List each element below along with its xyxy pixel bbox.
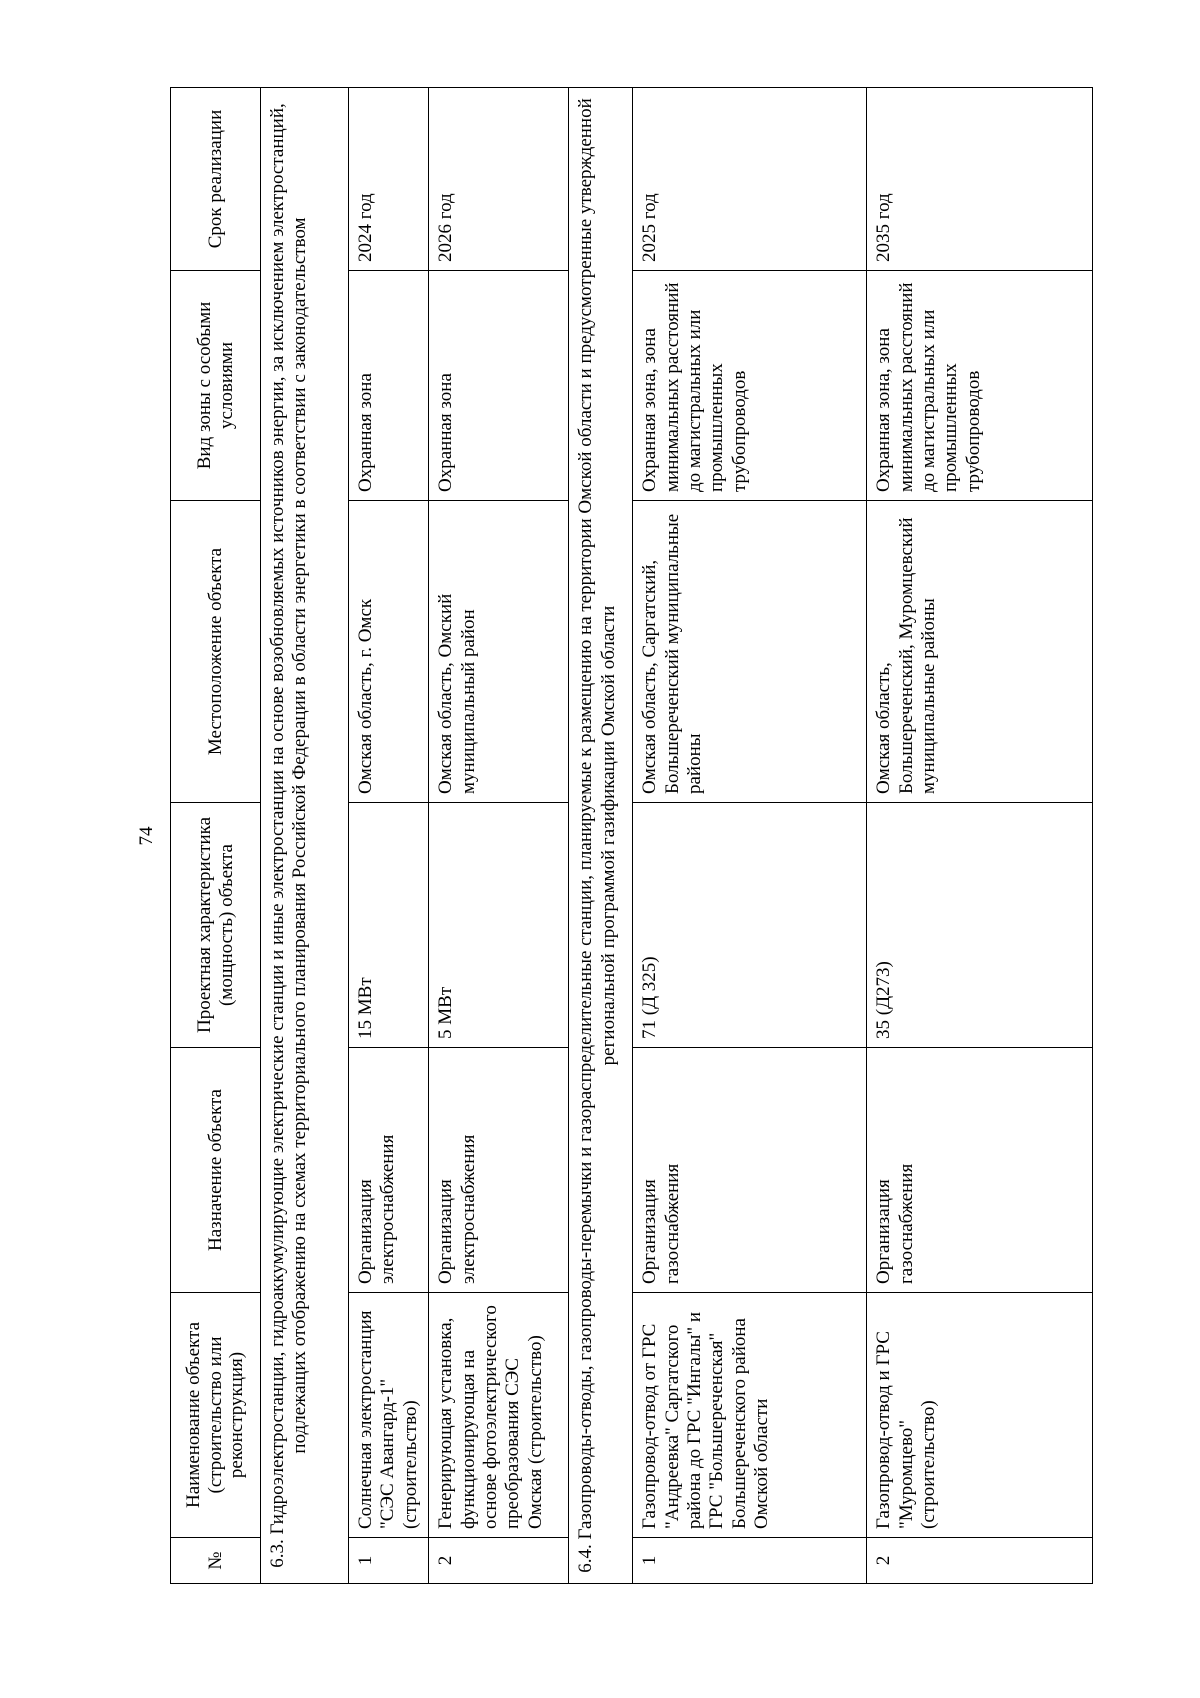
object-term: 2035 год <box>867 88 1093 271</box>
header-location: Местоположение объекта <box>171 501 261 803</box>
header-purpose: Назначение объекта <box>171 1048 261 1293</box>
header-num: № <box>171 1538 261 1584</box>
object-name: Газопровод-отвод от ГРС "Андреевка" Саргатского района до ГРС "Ингалы" и ГРС "Большереченская" Большереченского района Омской области <box>633 1293 867 1538</box>
table-header-row <box>171 88 261 1584</box>
objects-table <box>170 87 1093 1584</box>
object-location: Омская область, Омский муниципальный район <box>429 501 569 803</box>
object-zone: Охранная зона <box>349 271 429 501</box>
header-capacity: Проектная характеристика (мощность) объекта <box>171 803 261 1048</box>
object-location: Омская область, Саргатский, Большереченский муниципальные районы <box>633 501 867 803</box>
row-num: 2 <box>867 1538 1093 1584</box>
section-title: 6.4. Газопроводы-отводы, газопроводы-перемычки и газораспределительные станции, планируемые к размещению на территории Омской области и предусмотренные утвержденной региональной программой газификации Омской области <box>569 88 633 1584</box>
object-name: Генерирующая установка, функционирующая на основе фотоэлектрического преобразования СЭС Омская (строительство) <box>429 1293 569 1538</box>
section-title: 6.3. Гидроэлектростанции, гидроаккумулирующие электрические станции и иные электростанции на основе возобновляемых источников энергии, за исключением электростанций, подлежащих отображению на схемах территориального планирования Российской Федерации в области энергетики в соответствии с законодательством <box>261 88 349 1584</box>
table-row <box>633 88 867 1584</box>
row-num: 1 <box>349 1538 429 1584</box>
header-term: Срок реализации <box>171 88 261 271</box>
object-purpose: Организация электроснабжения <box>349 1048 429 1293</box>
header-name: Наименование объекта (строительство или реконструкция) <box>171 1293 261 1538</box>
object-zone: Охранная зона <box>429 271 569 501</box>
row-num: 2 <box>429 1538 569 1584</box>
table-row <box>867 88 1093 1584</box>
object-term: 2024 год <box>349 88 429 271</box>
object-name: Солнечная электростанция "СЭС Авангард-1" (строительство) <box>349 1293 429 1538</box>
section-row <box>261 88 349 1584</box>
object-capacity: 15 МВт <box>349 803 429 1048</box>
object-zone: Охранная зона, зона минимальных расстояний до магистральных или промышленных трубопроводов <box>867 271 1093 501</box>
object-location: Омская область, Большереченский, Муромцевский муниципальные районы <box>867 501 1093 803</box>
object-purpose: Организация электроснабжения <box>429 1048 569 1293</box>
object-purpose: Организация газоснабжения <box>867 1048 1093 1293</box>
object-location: Омская область, г. Омск <box>349 501 429 803</box>
object-purpose: Организация газоснабжения <box>633 1048 867 1293</box>
section-row <box>569 88 633 1584</box>
row-num: 1 <box>633 1538 867 1584</box>
object-capacity: 5 МВт <box>429 803 569 1048</box>
table-row <box>429 88 569 1584</box>
object-term: 2025 год <box>633 88 867 271</box>
object-term: 2026 год <box>429 88 569 271</box>
page-number: 74 <box>136 826 157 846</box>
object-name: Газопровод-отвод и ГРС "Муромцево" (строительство) <box>867 1293 1093 1538</box>
object-capacity: 71 (Д 325) <box>633 803 867 1048</box>
header-zone: Вид зоны с особыми условиями <box>171 271 261 501</box>
object-zone: Охранная зона, зона минимальных расстояний до магистральных или промышленных трубопроводов <box>633 271 867 501</box>
table-row <box>349 88 429 1584</box>
rotated-page <box>118 88 1120 1584</box>
object-capacity: 35 (Д273) <box>867 803 1093 1048</box>
